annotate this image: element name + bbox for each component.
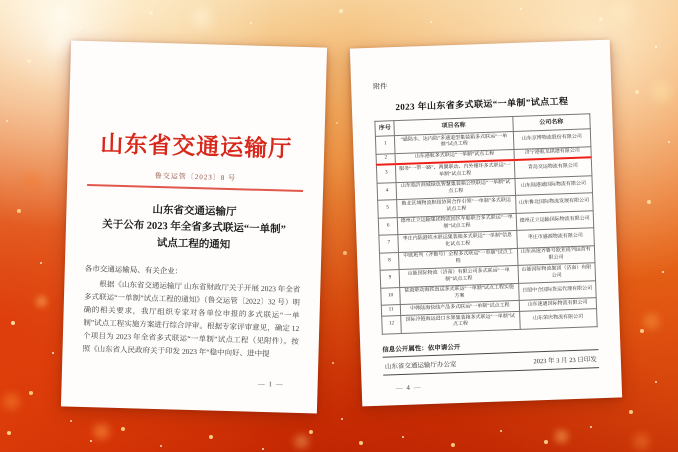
- cell-project: 山东临沂商城绿色智慧集装箱公铁联运“一单制”试点工程: [396, 178, 515, 200]
- cell-company: 德州正立运输国际物流有限公司: [516, 211, 594, 231]
- cell-company: 青岛交运物流有限公司: [514, 158, 592, 179]
- cell-project: 中韩陆海快线产品多式联运“一单制”试点工程: [401, 301, 520, 316]
- cell-project: 鲁北区域物流枢纽协同合作引领“一单制”多式联运试点工程: [397, 196, 516, 218]
- document-page-attachment: [350, 40, 622, 407]
- attachment-footer: [382, 337, 600, 393]
- cell-no: 11: [381, 305, 401, 316]
- cell-project: 枣庄内陆港铁水联运集装箱多式联运“一单制”信息化试点工程: [398, 231, 517, 253]
- cell-company: 山东鲁北国际物流发展有限公司: [515, 193, 593, 213]
- notice-body-paragraph: 根据《山东省交通运输厅 山东省财政厅关于开展 2023 年全省多式联运“一单制”试点工程的通知》（鲁交运管〔2022〕32 号）明确的相关要求，我厅组织专家对各单位申报的多式联运“一单制”试点工程实施方案进行综合评审。根据专家评审意见，确定 12 个项目为 2023 年全省多式联运“一单制”试点工程（见附件）。按照《山东省人民政府关于印发 2023 年“稳中向好、进中提: [82, 279, 301, 359]
- cell-no: 6: [378, 217, 398, 235]
- pilot-project-table: [374, 113, 597, 334]
- cell-project: 德州正立运输集团物流园区车船联合多式联运“一单制”试点工程: [398, 213, 517, 235]
- header-serial-number: 序号: [375, 121, 395, 137]
- cell-project: 山东港航多式联运“一单制”试点工程: [395, 149, 514, 164]
- page-number-1: — 1 —: [257, 379, 284, 389]
- notice-title-line2: 关于公布 2023 年全省多式联运“一单制”: [101, 219, 286, 236]
- cell-no: 7: [379, 235, 399, 253]
- notice-title-line3: 试点工程的通知: [156, 237, 231, 251]
- letterhead-divider-line: [87, 184, 303, 192]
- cell-company: 山能国际物流集团（济南）有限公司: [518, 263, 596, 283]
- cell-project: 陆海联动海铁直运多式联运“一单制”试点工程实施方案: [400, 283, 519, 305]
- attachment-table-title: 2023 年山东省多式联运“一单制”试点工程: [395, 96, 569, 113]
- document-page-notice: [61, 40, 327, 413]
- cell-project: 山能国际物流（济南）有限公司多式联运“一单制”试点工程: [399, 266, 518, 288]
- cell-project: 国际冷链海运进口水果集装箱多式联运“一单制”试点工程: [401, 311, 520, 333]
- cell-company: 山东荣庆物流有限公司: [519, 309, 597, 329]
- attachment-label: 附件: [373, 82, 388, 91]
- cell-no: 2: [376, 153, 396, 165]
- notice-salutation: 各市交通运输局、有关企业：: [84, 263, 183, 276]
- issuing-office: 山东省交通运输厅办公室: [384, 360, 457, 371]
- cell-no: 3: [376, 164, 396, 183]
- agency-letterhead-title: 山东省交通运输厅: [99, 131, 293, 162]
- print-date: 2023 年 3 月 23 日印发: [533, 355, 597, 366]
- cell-project: “通陆水、达内陆”多通道型集装箱多式联运“一单制”试点工程: [395, 132, 514, 154]
- cell-no: 1: [375, 136, 395, 154]
- cell-no: 12: [382, 316, 402, 334]
- cell-company: 山东高速齐鲁号欧亚班列运营有限公司: [517, 246, 595, 266]
- info-disclosure-line: 信息公开属性：依申请公开: [382, 343, 461, 354]
- bokeh-glow-decoration: [0, 0, 3, 3]
- cell-company: 山东陆港通国际物流有限公司: [515, 176, 593, 196]
- notice-title: [85, 201, 302, 256]
- cell-company: 济宁港航龙拱港有限公司: [514, 146, 592, 160]
- cell-no: 9: [380, 270, 400, 288]
- header-project-name: 项目名称: [394, 117, 513, 136]
- cell-company: 山东速通国际物流有限公司: [519, 298, 597, 311]
- cell-project: 中欧班列（齐鲁号）全程多式联运“一单制”试点工程: [399, 248, 518, 270]
- notice-title-line1: 山东省交通运输厅: [152, 204, 237, 219]
- cell-no: 10: [381, 287, 401, 305]
- cell-company: 日照中合国际货运代理有限公司: [518, 281, 596, 301]
- document-reference-number: 鲁交运管〔2023〕8 号: [154, 171, 237, 183]
- cell-company: 山东京博物流股份有限公司: [513, 129, 591, 149]
- cell-no: 5: [378, 200, 398, 218]
- cell-no: 8: [379, 252, 399, 270]
- cell-no: 4: [377, 182, 397, 200]
- table-body: [375, 129, 597, 334]
- page-number-4: — 4 —: [395, 382, 422, 392]
- cell-company: 枣庄市盛源物流有限公司: [516, 228, 594, 248]
- cell-project: 服务“一带一路”、两翼联动、内外循环多式联运“一单制”试点工程: [396, 160, 515, 182]
- header-company-name: 公司名称: [512, 114, 590, 132]
